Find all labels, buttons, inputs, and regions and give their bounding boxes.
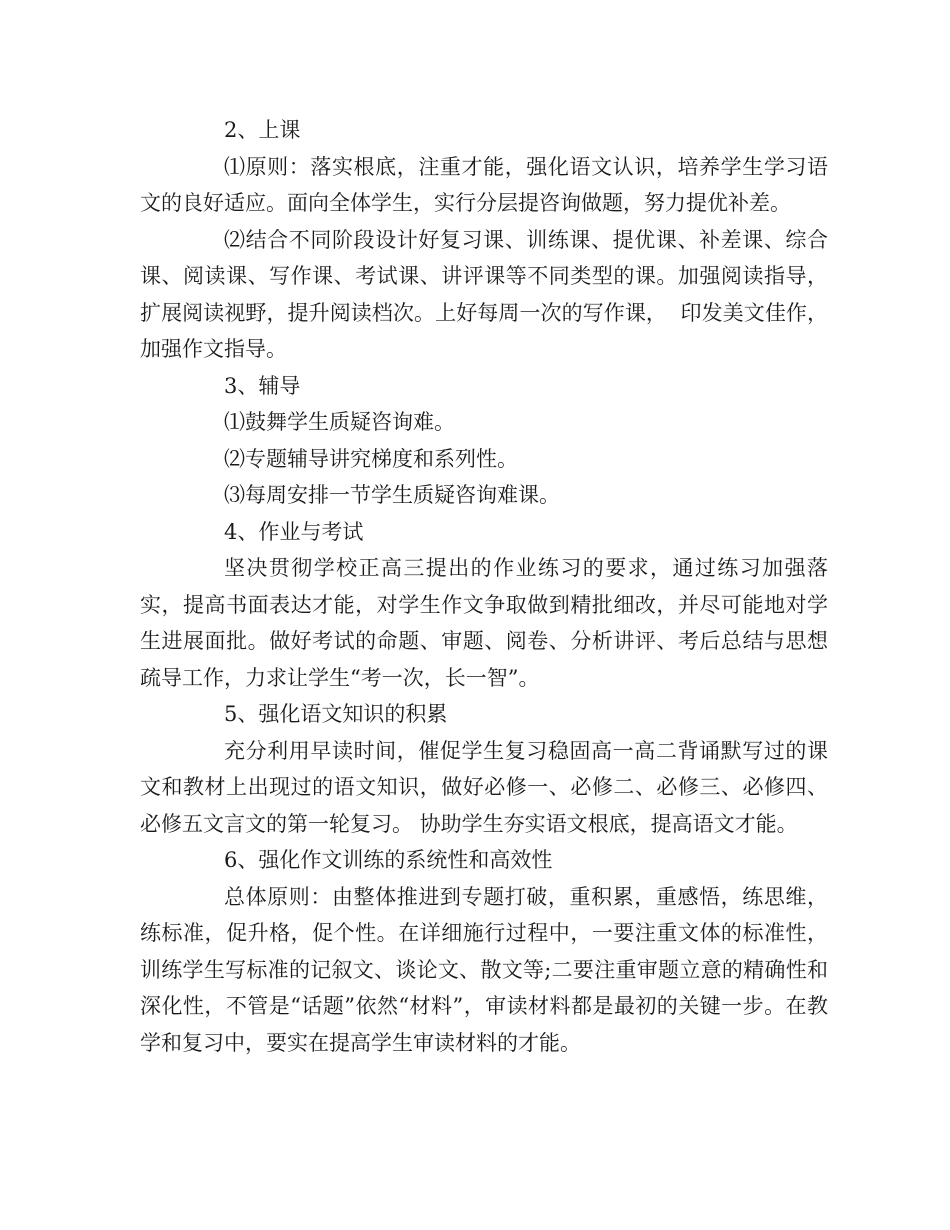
section-heading-homework-exams: 4、作业与考试 [224,519,364,544]
paragraph-homework-exams: 坚决贯彻学校正高三提出的作业练习的要求，通过练习加强落实，提高书面表达才能，对学生作文争取做到精批细改，并尽可能地对学生进展面批。做好考试的命题、审题、阅卷、分析讲评、考后总结与思想疏导工作，力求让学生“考一次，长一智”。 [140,556,828,690]
list-item-tutoring-3: ⑶每周安排一节学生质疑咨询难课。 [224,483,560,507]
paragraph-knowledge: 充分利用早读时间，催促学生复习稳固高一高二背诵默写过的课文和教材上出现过的语文知识，做好必修一、必修二、必修三、必修四、必修五文言文的第一轮复习。 协助学生夯实语文根底，提高语文才能。 [140,738,828,836]
section-heading-writing: 6、强化作文训练的系统性和高效性 [224,848,553,872]
section-heading-knowledge: 5、强化语文知识的积累 [224,702,448,726]
list-item-tutoring-2: ⑵专题辅导讲究梯度和系列性。 [224,446,518,471]
paragraph-principle: ⑴原则：落实根底，注重才能，强化语文认识，培养学生学习语文的良好适应。面向全体学生，实行分层提咨询做题，努力提优补差。 [140,154,828,215]
paragraph-course-types: ⑵结合不同阶段设计好复习课、训练课、提优课、补差课、综合课、阅读课、写作课、考试课、讲评课等不同类型的课。加强阅读指导，扩展阅读视野，提升阅读档次。上好每周一次的写作课， 印发美文佳作，加强作文指导。 [140,227,828,361]
section-heading-tutoring: 3、辅导 [224,373,301,398]
section-heading-class: 2、上课 [224,118,301,142]
paragraph-writing: 总体原则：由整体推进到专题打破，重积累，重感悟，练思维，练标准，促升格，促个性。在详细施行过程中，一要注重文体的标准性，训练学生写标准的记叙文、谈论文、散文等;二要注重审题立意的精确性和深化性，不管是“话题”依然“材料”，审读材料都是最初的关键一步。在教学和复习中，要实在提高学生审读材料的才能。 [140,884,828,1055]
document-body [140,112,828,1061]
list-item-tutoring-1: ⑴鼓舞学生质疑咨询难。 [224,410,455,434]
